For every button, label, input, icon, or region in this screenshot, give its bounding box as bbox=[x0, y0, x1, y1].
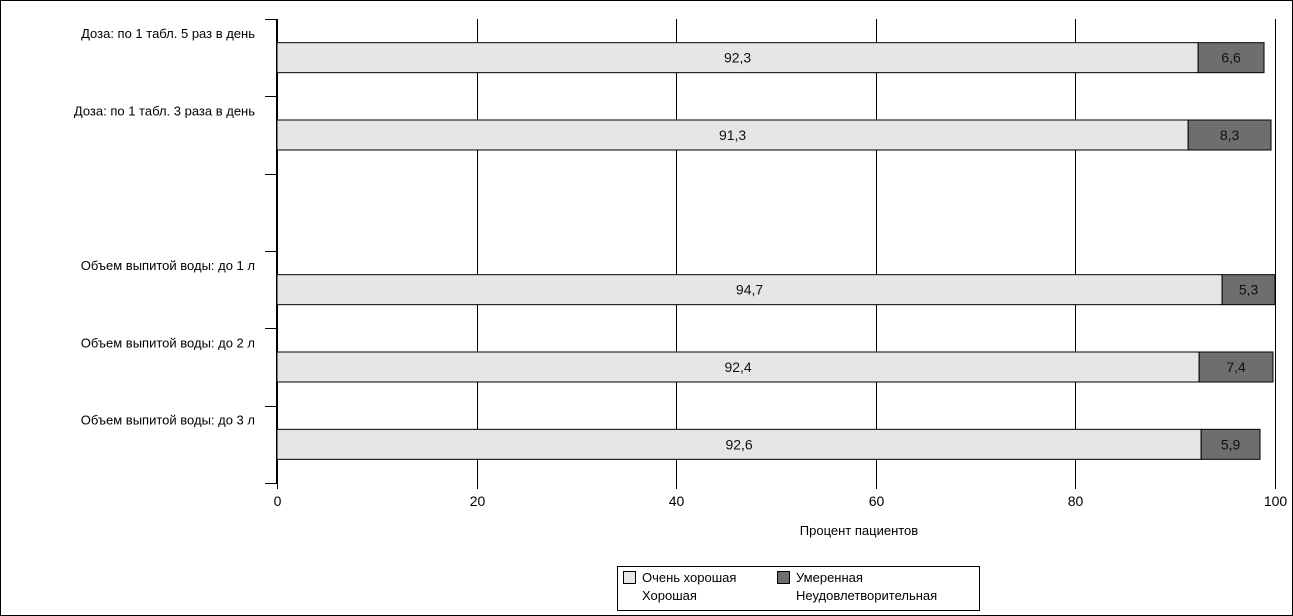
x-tick-label: 0 bbox=[273, 493, 282, 509]
legend-label-moderate: Умеренная bbox=[796, 570, 863, 585]
x-tick-label: 40 bbox=[668, 493, 685, 509]
category-label: Доза: по 1 табл. 5 раз в день bbox=[81, 25, 255, 41]
legend-label-very-good: Очень хорошая bbox=[642, 570, 737, 585]
y-axis bbox=[74, 19, 277, 484]
bar-value-label: 7,4 bbox=[1226, 359, 1246, 375]
legend-swatch-light bbox=[624, 572, 636, 584]
bar-value-label: 5,9 bbox=[1220, 436, 1241, 453]
legend-label-good: Хорошая bbox=[642, 588, 697, 603]
category-label: Доза: по 1 табл. 3 раза в день bbox=[73, 103, 255, 119]
bar-value-label: 5,3 bbox=[1238, 281, 1259, 298]
bar-value-label: 94,7 bbox=[735, 281, 764, 298]
bar-value-label: 8,3 bbox=[1219, 127, 1240, 143]
x-tick-label: 20 bbox=[469, 493, 486, 509]
x-tick-label: 80 bbox=[1067, 493, 1084, 509]
legend-label-unsatisfactory: Неудовлетворительная bbox=[796, 588, 938, 603]
category-label: Объем выпитой воды: до 2 л bbox=[80, 335, 255, 351]
x-tick-label: 60 bbox=[868, 493, 885, 509]
bar-value-label: 92,4 bbox=[724, 359, 752, 375]
bar-value-label: 92,3 bbox=[723, 49, 752, 66]
x-axis bbox=[274, 483, 1288, 538]
legend bbox=[618, 567, 980, 611]
chart-frame bbox=[1, 1, 1293, 616]
x-tick-label: 100 bbox=[1263, 493, 1288, 509]
category-label: Объем выпитой воды: до 3 л bbox=[80, 412, 255, 428]
bar-value-label: 91,3 bbox=[718, 127, 747, 143]
plot-area bbox=[277, 19, 1276, 483]
bar-value-label: 92,6 bbox=[725, 436, 753, 453]
bar-value-label: 6,6 bbox=[1221, 49, 1241, 66]
legend-swatch-dark bbox=[778, 572, 790, 584]
x-axis-title: Процент пациентов bbox=[799, 523, 919, 538]
category-label: Объем выпитой воды: до 1 л bbox=[80, 257, 255, 273]
